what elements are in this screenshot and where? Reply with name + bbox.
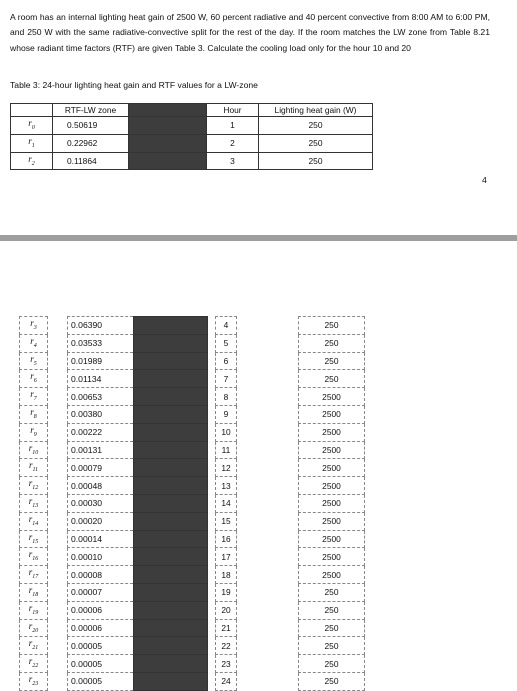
table-row: [20, 441, 365, 459]
rtf-index: 1: [31, 142, 35, 149]
redacted-cell: [134, 352, 208, 370]
spacer-cell: [237, 655, 299, 673]
table-row: [20, 370, 365, 388]
rtf-index: 2: [31, 160, 35, 167]
table-row: [20, 583, 365, 601]
rtf-index: 23: [32, 680, 39, 687]
redacted-cell: [134, 317, 208, 335]
hour-value: 19: [216, 583, 237, 601]
rtf-index: 10: [32, 449, 39, 456]
header-hour: Hour: [207, 104, 259, 117]
spacer-cell: [237, 405, 299, 423]
redacted-cell: [134, 672, 208, 690]
spacer-cell: [208, 672, 216, 690]
spacer-cell: [208, 601, 216, 619]
gain-value: 250: [299, 619, 365, 637]
redacted-cell: [129, 152, 207, 170]
spacer-cell: [237, 566, 299, 584]
rtf-value: 0.00653: [68, 388, 134, 406]
spacer-cell: [48, 583, 68, 601]
rtf-index: 3: [33, 324, 37, 331]
table-row: [20, 548, 365, 566]
rtf-index: 8: [33, 413, 37, 420]
spacer-cell: [237, 477, 299, 495]
hour-value: 8: [216, 388, 237, 406]
rtf-table-top: [10, 103, 373, 170]
rtf-index: 13: [32, 502, 39, 509]
rtf-value: 0.00010: [68, 548, 134, 566]
gain-value: 250: [259, 152, 373, 170]
hour-value: 13: [216, 477, 237, 495]
gain-value: 2500: [299, 494, 365, 512]
gain-value: 2500: [299, 388, 365, 406]
redacted-cell: [134, 583, 208, 601]
rtf-symbol: $r_{11}$: [20, 459, 48, 477]
rtf-value: 0.00222: [68, 423, 134, 441]
spacer-cell: [237, 601, 299, 619]
hour-value: 11: [216, 441, 237, 459]
rtf-symbol: $r_2$: [11, 152, 53, 170]
redacted-cell: [134, 512, 208, 530]
rtf-symbol: $r_{23}$: [20, 672, 48, 690]
redacted-cell: [134, 370, 208, 388]
hour-value: 15: [216, 512, 237, 530]
rtf-symbol: $r_{18}$: [20, 583, 48, 601]
table-row: [20, 619, 365, 637]
rtf-index: 7: [33, 395, 37, 402]
rtf-symbol: $r_{15}$: [20, 530, 48, 548]
rtf-value: 0.06390: [68, 317, 134, 335]
rtf-value: 0.03533: [68, 334, 134, 352]
rtf-index: 18: [32, 591, 39, 598]
hour-value: 17: [216, 548, 237, 566]
redacted-cell: [134, 477, 208, 495]
spacer-cell: [237, 530, 299, 548]
rtf-value: 0.00020: [68, 512, 134, 530]
spacer-cell: [237, 423, 299, 441]
spacer-cell: [48, 601, 68, 619]
gain-value: 2500: [299, 566, 365, 584]
rtf-value: 0.00006: [68, 619, 134, 637]
rtf-symbol: $r_1$: [11, 134, 53, 152]
spacer-cell: [48, 619, 68, 637]
rtf-table-continued: [19, 316, 365, 691]
redacted-cell: [134, 637, 208, 655]
hour-value: 12: [216, 459, 237, 477]
spacer-cell: [48, 655, 68, 673]
spacer-cell: [237, 459, 299, 477]
spacer-cell: [208, 317, 216, 335]
redacted-cell: [129, 134, 207, 152]
spacer-cell: [237, 637, 299, 655]
rtf-value: 0.00014: [68, 530, 134, 548]
gain-value: 2500: [299, 512, 365, 530]
rtf-index: 11: [32, 467, 39, 474]
header-blank: [11, 104, 53, 117]
rtf-index: 6: [33, 378, 37, 385]
gain-value: 2500: [299, 423, 365, 441]
spacer-cell: [48, 352, 68, 370]
spacer-cell: [237, 388, 299, 406]
spacer-cell: [237, 583, 299, 601]
spacer-cell: [208, 583, 216, 601]
rtf-value: 0.50619: [53, 117, 129, 135]
rtf-symbol: $r_{19}$: [20, 601, 48, 619]
spacer-cell: [48, 370, 68, 388]
spacer-cell: [48, 637, 68, 655]
redacted-cell: [134, 601, 208, 619]
rtf-symbol: $r_{21}$: [20, 637, 48, 655]
rtf-symbol: $r_9$: [20, 423, 48, 441]
rtf-symbol: $r_{17}$: [20, 566, 48, 584]
rtf-index: 19: [32, 609, 39, 616]
spacer-cell: [48, 459, 68, 477]
gain-value: 250: [299, 655, 365, 673]
redacted-cell: [134, 548, 208, 566]
table-row: [20, 672, 365, 690]
spacer-cell: [208, 370, 216, 388]
rtf-index: 21: [32, 645, 39, 652]
rtf-index: 5: [33, 360, 37, 367]
spacer-cell: [48, 317, 68, 335]
rtf-value: 0.01989: [68, 352, 134, 370]
spacer-cell: [237, 370, 299, 388]
gain-value: 250: [299, 637, 365, 655]
table-row: [20, 601, 365, 619]
spacer-cell: [48, 388, 68, 406]
redacted-cell: [134, 459, 208, 477]
problem-statement: A room has an internal lighting heat gain of 2500 W, 60 percent radiative and 40 percent convective from 8:00 AM to 6:00 PM, and 250 W with the same radiative-convective split for the rest of the day. If the room matches the LW zone from Table 8.21 whose radiant time factors (RTF) are given Table 3. Calculate the cooling load only for the hour 10 and 20: [10, 12, 490, 53]
table-row: [20, 512, 365, 530]
hour-value: 24: [216, 672, 237, 690]
spacer-cell: [48, 441, 68, 459]
redacted-cell: [134, 655, 208, 673]
spacer-cell: [237, 352, 299, 370]
gain-value: 250: [299, 334, 365, 352]
rtf-symbol: $r_{20}$: [20, 619, 48, 637]
spacer-cell: [208, 637, 216, 655]
spacer-cell: [48, 530, 68, 548]
table-row: [20, 530, 365, 548]
spacer-cell: [237, 494, 299, 512]
hour-value: 5: [216, 334, 237, 352]
redacted-cell: [134, 494, 208, 512]
gain-value: 250: [299, 352, 365, 370]
spacer-cell: [208, 619, 216, 637]
hour-value: 3: [207, 152, 259, 170]
spacer-cell: [208, 388, 216, 406]
spacer-cell: [208, 423, 216, 441]
rtf-index: 9: [33, 431, 37, 438]
table-row: [11, 152, 373, 170]
table-row: [20, 423, 365, 441]
gain-value: 250: [259, 117, 373, 135]
hour-value: 7: [216, 370, 237, 388]
rtf-symbol: $r_{16}$: [20, 548, 48, 566]
hour-value: 16: [216, 530, 237, 548]
rtf-index: 15: [32, 538, 39, 545]
spacer-cell: [48, 548, 68, 566]
spacer-cell: [237, 317, 299, 335]
gain-value: 2500: [299, 405, 365, 423]
table-row: [20, 566, 365, 584]
gain-value: 250: [299, 601, 365, 619]
rtf-value: 0.00380: [68, 405, 134, 423]
spacer-cell: [48, 405, 68, 423]
redacted-cell: [134, 423, 208, 441]
rtf-symbol: $r_{12}$: [20, 477, 48, 495]
spacer-cell: [237, 548, 299, 566]
hour-value: 20: [216, 601, 237, 619]
table-row: [20, 352, 365, 370]
gain-value: 2500: [299, 441, 365, 459]
rtf-symbol: $r_4$: [20, 334, 48, 352]
gain-value: 2500: [299, 477, 365, 495]
rtf-index: 16: [32, 556, 39, 563]
spacer-cell: [208, 530, 216, 548]
spacer-cell: [208, 459, 216, 477]
hour-value: 9: [216, 405, 237, 423]
redacted-cell: [134, 388, 208, 406]
rtf-value: 0.01134: [68, 370, 134, 388]
spacer-cell: [48, 512, 68, 530]
redacted-cell: [134, 334, 208, 352]
table-row: [20, 494, 365, 512]
rtf-index: 4: [33, 342, 37, 349]
rtf-symbol: $r_8$: [20, 405, 48, 423]
hour-value: 14: [216, 494, 237, 512]
rtf-value: 0.00005: [68, 672, 134, 690]
table-caption: Table 3: 24-hour lighting heat gain and RTF values for a LW-zone: [10, 80, 258, 90]
rtf-symbol: $r_{10}$: [20, 441, 48, 459]
table-row: [20, 637, 365, 655]
table-row: [11, 117, 373, 135]
page-separator: [0, 235, 517, 241]
redacted-cell: [129, 117, 207, 135]
spacer-cell: [208, 334, 216, 352]
rtf-symbol: $r_5$: [20, 352, 48, 370]
table-row: [20, 317, 365, 335]
rtf-symbol: $r_3$: [20, 317, 48, 335]
rtf-value: 0.00005: [68, 637, 134, 655]
spacer-cell: [208, 512, 216, 530]
spacer-cell: [48, 334, 68, 352]
rtf-symbol: $r_6$: [20, 370, 48, 388]
spacer-cell: [208, 477, 216, 495]
hour-value: 10: [216, 423, 237, 441]
table-row: [20, 477, 365, 495]
table-row: [11, 134, 373, 152]
spacer-cell: [48, 423, 68, 441]
hour-value: 18: [216, 566, 237, 584]
rtf-value: 0.00006: [68, 601, 134, 619]
hour-value: 6: [216, 352, 237, 370]
rtf-index: 12: [32, 484, 39, 491]
gain-value: 250: [259, 134, 373, 152]
spacer-cell: [48, 566, 68, 584]
rtf-value: 0.00079: [68, 459, 134, 477]
rtf-index: 0: [31, 124, 35, 131]
spacer-cell: [237, 672, 299, 690]
spacer-cell: [208, 566, 216, 584]
rtf-value: 0.00007: [68, 583, 134, 601]
gain-value: 250: [299, 370, 365, 388]
rtf-symbol: $r_{22}$: [20, 655, 48, 673]
rtf-value: 0.00008: [68, 566, 134, 584]
table-row: [20, 655, 365, 673]
gain-value: 250: [299, 583, 365, 601]
gain-value: 250: [299, 672, 365, 690]
rtf-symbol: $r_{14}$: [20, 512, 48, 530]
page-number: 4: [482, 175, 487, 185]
table-row: [20, 334, 365, 352]
redacted-cell: [134, 530, 208, 548]
spacer-cell: [208, 655, 216, 673]
spacer-cell: [48, 494, 68, 512]
header-rtf: RTF-LW zone: [53, 104, 129, 117]
spacer-cell: [208, 352, 216, 370]
gain-value: 2500: [299, 548, 365, 566]
rtf-value: 0.22962: [53, 134, 129, 152]
gain-value: 250: [299, 317, 365, 335]
spacer-cell: [208, 405, 216, 423]
redacted-cell: [134, 405, 208, 423]
table-header-row: [11, 104, 373, 117]
rtf-symbol: $r_0$: [11, 117, 53, 135]
table-row: [20, 405, 365, 423]
hour-value: 21: [216, 619, 237, 637]
rtf-value: 0.00048: [68, 477, 134, 495]
rtf-value: 0.00005: [68, 655, 134, 673]
spacer-cell: [208, 441, 216, 459]
rtf-index: 22: [32, 662, 39, 669]
spacer-cell: [208, 494, 216, 512]
hour-value: 23: [216, 655, 237, 673]
spacer-cell: [237, 512, 299, 530]
hour-value: 2: [207, 134, 259, 152]
rtf-value: 0.00131: [68, 441, 134, 459]
rtf-index: 20: [32, 627, 39, 634]
redacted-cell: [134, 566, 208, 584]
rtf-index: 17: [32, 573, 39, 580]
rtf-symbol: $r_{13}$: [20, 494, 48, 512]
redacted-column-header: [129, 104, 207, 117]
spacer-cell: [48, 477, 68, 495]
spacer-cell: [237, 334, 299, 352]
header-gain: Lighting heat gain (W): [259, 104, 373, 117]
gain-value: 2500: [299, 459, 365, 477]
spacer-cell: [48, 672, 68, 690]
table-row: [20, 459, 365, 477]
hour-value: 1: [207, 117, 259, 135]
hour-value: 22: [216, 637, 237, 655]
spacer-cell: [237, 441, 299, 459]
hour-value: 4: [216, 317, 237, 335]
spacer-cell: [208, 548, 216, 566]
gain-value: 2500: [299, 530, 365, 548]
rtf-value: 0.00030: [68, 494, 134, 512]
redacted-cell: [134, 441, 208, 459]
rtf-value: 0.11864: [53, 152, 129, 170]
table-row: [20, 388, 365, 406]
rtf-index: 14: [32, 520, 39, 527]
spacer-cell: [237, 619, 299, 637]
rtf-symbol: $r_7$: [20, 388, 48, 406]
redacted-cell: [134, 619, 208, 637]
